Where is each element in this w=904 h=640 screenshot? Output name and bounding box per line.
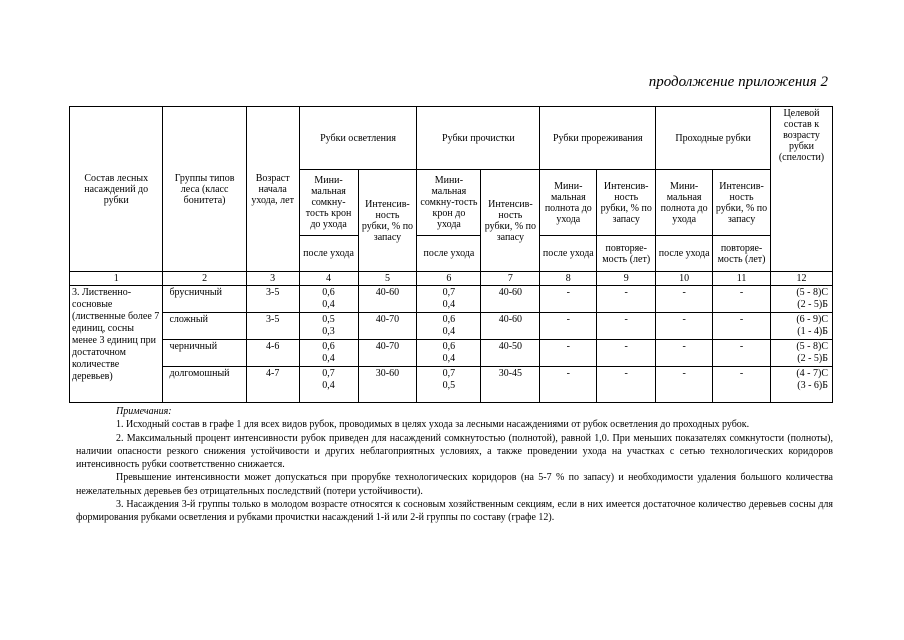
col-header-thinning-density: Мини-мальная полнота до ухода <box>540 170 597 236</box>
column-number: 6 <box>417 272 481 286</box>
notes-section <box>76 405 833 525</box>
lighting-closure: 0,6 0,4 <box>299 340 358 367</box>
column-number: 2 <box>163 272 246 286</box>
thinning-density: - <box>540 340 597 367</box>
thinning-repeat: - <box>597 286 656 313</box>
col-header-thinning-after: после ухода <box>540 236 597 272</box>
forest-type: брусничный <box>163 286 246 313</box>
cleaning-intensity: 40-50 <box>481 340 540 367</box>
thinning-standards-table <box>69 106 833 403</box>
lighting-intensity: 40-60 <box>358 286 417 313</box>
col-header-cleaning-closure: Мини-мальная сомкну-тость крон до ухода <box>417 170 481 236</box>
column-number: 12 <box>770 272 832 286</box>
column-number: 5 <box>358 272 417 286</box>
column-number: 10 <box>656 272 713 286</box>
column-number: 4 <box>299 272 358 286</box>
passage-repeat: - <box>713 340 771 367</box>
cleaning-closure: 0,6 0,4 <box>417 340 481 367</box>
note-2-continued: Превышение интенсивности может допускаться при прорубке технологических коридоров (на 5-7 % по запасу) и необходимости удаления большого количества нежелательных деревьев без отрицательных последствий (потери устойчивости). <box>76 472 833 497</box>
thinning-repeat: - <box>597 313 656 340</box>
column-number: 8 <box>540 272 597 286</box>
table-row <box>70 367 833 403</box>
column-number: 3 <box>246 272 299 286</box>
forest-type: черничный <box>163 340 246 367</box>
col-header-thinning: Рубки прореживания <box>540 107 656 170</box>
appendix-continuation-note: продолжение приложения 2 <box>648 74 828 90</box>
forest-type: долгомошный <box>163 367 246 403</box>
thinning-density: - <box>540 286 597 313</box>
care-age: 4-6 <box>246 340 299 367</box>
col-header-passage: Проходные рубки <box>656 107 771 170</box>
col-header-age: Возраст начала ухода, лет <box>246 107 299 272</box>
lighting-intensity: 30-60 <box>358 367 417 403</box>
lighting-intensity: 40-70 <box>358 340 417 367</box>
passage-density: - <box>656 367 713 403</box>
thinning-density: - <box>540 313 597 340</box>
col-header-cleaning-intensity: Интенсив-ность рубки, % по запасу <box>481 170 540 272</box>
care-age: 3-5 <box>246 313 299 340</box>
col-header-lighting-intensity: Интенсив-ность рубки, % по запасу <box>358 170 417 272</box>
column-number: 1 <box>70 272 163 286</box>
col-header-lighting: Рубки осветления <box>299 107 417 170</box>
passage-repeat: - <box>713 367 771 403</box>
col-header-passage-density: Мини-мальная полнота до ухода <box>656 170 713 236</box>
thinning-repeat: - <box>597 340 656 367</box>
care-age: 4-7 <box>246 367 299 403</box>
lighting-closure: 0,6 0,4 <box>299 286 358 313</box>
col-header-forest-groups: Группы типов леса (класс бонитета) <box>163 107 246 272</box>
cleaning-closure: 0,7 0,4 <box>417 286 481 313</box>
col-header-lighting-after: после ухода <box>299 236 358 272</box>
care-age: 3-5 <box>246 286 299 313</box>
col-header-cleaning-after: после ухода <box>417 236 481 272</box>
note-1: 1. Исходный состав в графе 1 для всех видов рубок, проводимых в целях ухода за лесными насаждениями от рубок осветления до проходных рубок. <box>116 419 750 431</box>
group-label: 3. Лиственно-сосновые (лиственные более 7 единиц, сосны менее 3 единиц при достаточном количестве деревьев) <box>70 286 163 403</box>
table-row <box>70 340 833 367</box>
passage-density: - <box>656 313 713 340</box>
col-header-passage-repeat: повторяе-мость (лет) <box>713 236 771 272</box>
notes-title: Примечания: <box>116 406 172 417</box>
table-row <box>70 313 833 340</box>
target-composition: (5 - 8)С (2 - 5)Б <box>770 286 832 313</box>
col-header-target: Целевой состав к возрасту рубки (спелости) <box>770 107 832 272</box>
column-number: 9 <box>597 272 656 286</box>
cleaning-intensity: 40-60 <box>481 286 540 313</box>
note-3: 3. Насаждения 3-й группы только в молодом возрасте относятся к сосновым хозяйственным секциям, если в них имеется достаточное количество деревьев сосны для формирования рубками осветления и рубками прочистки насаждений 1-й или 2-й группы по составу (графе 12). <box>76 499 833 524</box>
target-composition: (6 - 9)С (1 - 4)Б <box>770 313 832 340</box>
passage-repeat: - <box>713 313 771 340</box>
column-number: 11 <box>713 272 771 286</box>
cleaning-closure: 0,6 0,4 <box>417 313 481 340</box>
cleaning-intensity: 30-45 <box>481 367 540 403</box>
target-composition: (4 - 7)С (3 - 6)Б <box>770 367 832 403</box>
col-header-cleaning: Рубки прочистки <box>417 107 540 170</box>
note-2: 2. Максимальный процент интенсивности рубок приведен для насаждений сомкнутостью (полнотой), равной 1,0. При меньших показателях сомкнутости (полноты), наличии опасности резкого снижения устойчивости и других неблагоприятных условиях, а также проведении ухода на участках с сетью технологических коридоров интенсивность рубки соответственно снижается. <box>76 432 833 471</box>
thinning-repeat: - <box>597 367 656 403</box>
passage-density: - <box>656 286 713 313</box>
lighting-closure: 0,7 0,4 <box>299 367 358 403</box>
col-header-lighting-closure: Мини-мальная сомкну-тость крон до ухода <box>299 170 358 236</box>
col-header-thinning-repeat: повторяе-мость (лет) <box>597 236 656 272</box>
forest-type: сложный <box>163 313 246 340</box>
lighting-intensity: 40-70 <box>358 313 417 340</box>
column-number: 7 <box>481 272 540 286</box>
target-composition: (5 - 8)С (2 - 5)Б <box>770 340 832 367</box>
col-header-composition: Состав лесных насаждений до рубки <box>70 107 163 272</box>
table-row <box>70 286 833 313</box>
cleaning-closure: 0,7 0,5 <box>417 367 481 403</box>
col-header-passage-intensity: Интенсив-ность рубки, % по запасу <box>713 170 771 236</box>
passage-repeat: - <box>713 286 771 313</box>
col-header-thinning-intensity: Интенсив-ность рубки, % по запасу <box>597 170 656 236</box>
column-number-row <box>70 272 833 286</box>
cleaning-intensity: 40-60 <box>481 313 540 340</box>
passage-density: - <box>656 340 713 367</box>
col-header-passage-after: после ухода <box>656 236 713 272</box>
lighting-closure: 0,5 0,3 <box>299 313 358 340</box>
thinning-density: - <box>540 367 597 403</box>
